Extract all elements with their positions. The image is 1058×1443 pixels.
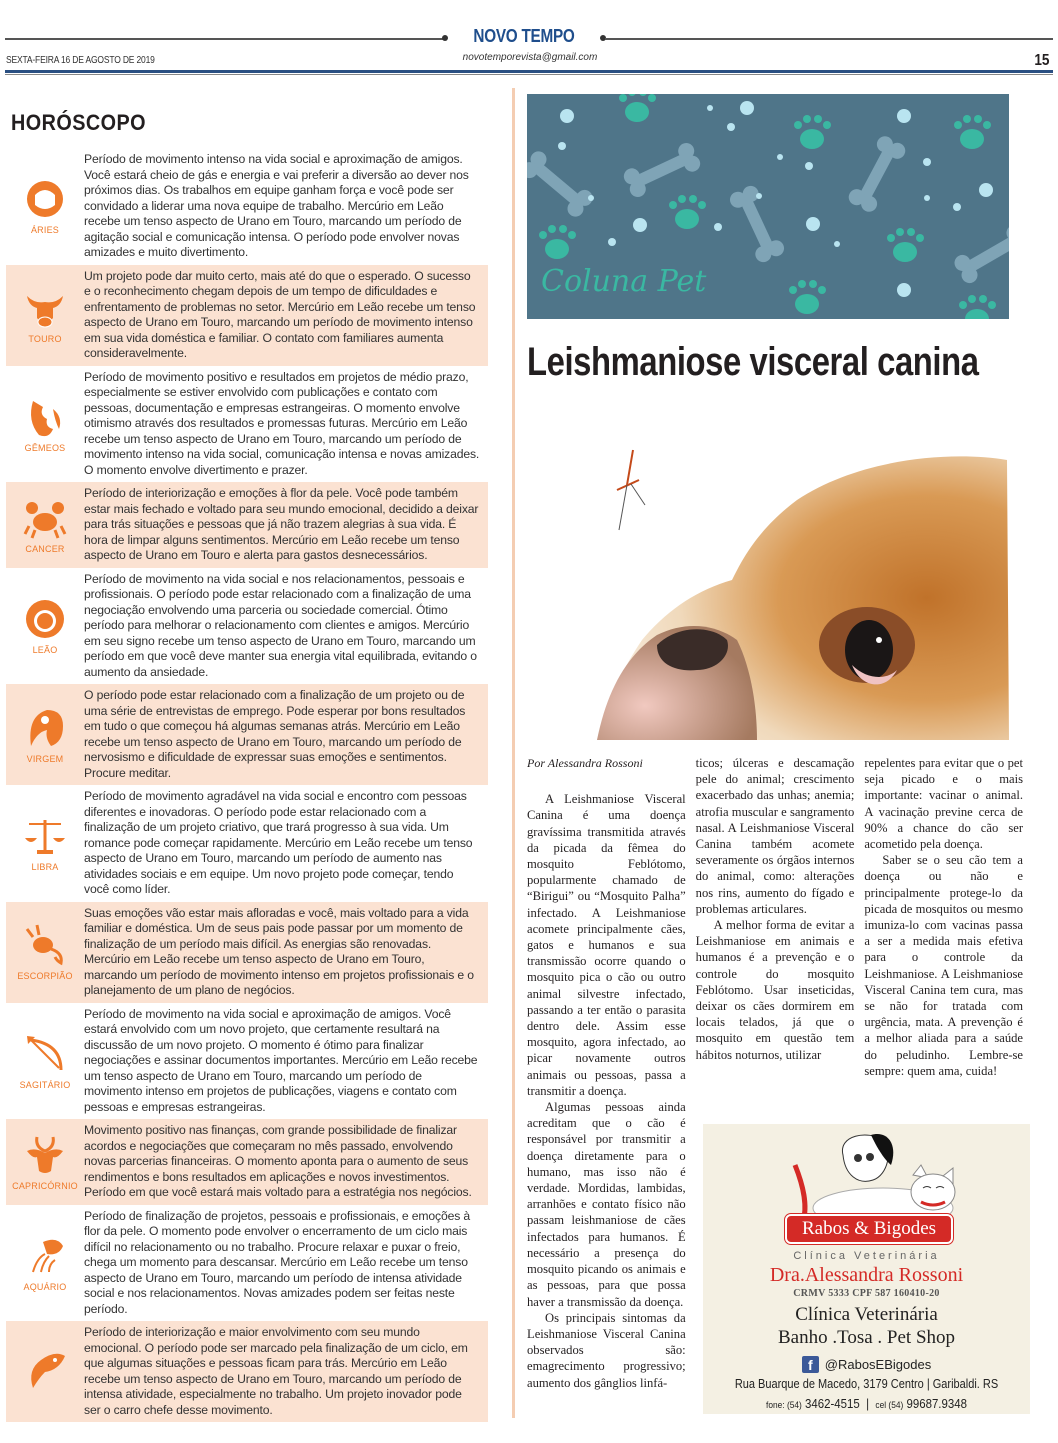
clinic-address: Rua Buarque de Macedo, 3179 Centro | Garibaldi. RS bbox=[734, 1377, 999, 1391]
sign-forecast: Período de movimento positivo e resultados em projetos de médio prazo, especialmente se estiver envolvido com publicações e contato com pessoas, documentação e empresas estrangeiras. O momento envolve otimismo através dos resultados e promessas futuras. Mercúrio em Leão recebe um tenso aspecto de Urano em Touro, marcando um período de movimento intenso na vida social, comunicação intensa e novas amizades. O momento envolve divertimento e prazer. bbox=[84, 369, 480, 477]
article-paragraph: repelentes para evitar que o pet seja picado e o mais importante: vacinar o animal. A vacinação previne cerca de 90% a chance do cão ser acometido pela doença. bbox=[864, 756, 1024, 852]
virgo-maiden-icon bbox=[23, 706, 67, 750]
horoscope-sign bbox=[6, 265, 488, 366]
sign-name: AQUÁRIO bbox=[23, 1281, 67, 1292]
contact-email: novotemporevista@gmail.com bbox=[462, 52, 598, 63]
clinic-phones: fone: (54) 3462-4515 | cel (54) 99687.9348 bbox=[766, 1396, 967, 1411]
sign-badge bbox=[6, 1348, 84, 1396]
coluna-pet-title: Coluna Pet bbox=[541, 264, 707, 299]
sign-forecast: Período de movimento na vida social e nos relacionamentos, pessoais e profissionais. O período pode estar relacionado com a finalização de uma negociação envolvendo uma parceria ou sociedade comercial. Ótimo período para melhorar o relacionamento com clientes e amigos. Mercúrio em seu signo recebe um tenso aspecto de Urano em Touro, marcando um período em que você deve manter sua energia vital equilibrada, evitando o aumento da ansiedade. bbox=[84, 571, 477, 679]
social-link[interactable] bbox=[703, 1356, 1030, 1373]
header-rule-thin bbox=[5, 74, 1053, 75]
sign-badge bbox=[6, 1234, 84, 1292]
cell-label: cel (54) bbox=[875, 1400, 904, 1411]
clinic-subtitle: Clínica Veterinária bbox=[793, 1250, 940, 1262]
gemini-faces-icon bbox=[23, 395, 67, 439]
article-paragraph: Os principais sintomas da Leishmaniose Visceral Canina observados são: emagrecimento progressivo; aumento dos gânglios linfá- bbox=[527, 1310, 686, 1390]
scorpio-scorpion-icon bbox=[23, 923, 67, 967]
sign-badge bbox=[6, 496, 84, 554]
sign-forecast: Período de finalização de projetos, pessoais e profissionais, e emoções à flor da pele. O momento pode envolver o encerramento de um ciclo mais difícil no relacionamento ou no trabalho. Procure relaxar e puxar o freio, chega um momento para descansar. Mercúrio em Leão recebe um tenso aspecto de Urano em Touro, marcando um período de intensa atividade social e nos relacionamentos. Novas amizades podem ser feitas neste período. bbox=[84, 1208, 471, 1316]
sign-forecast: Período de interiorização e emoções à flor da pele. Você pode também estar mais fechado e voltado para seu mundo emocional, decidido a deixar para trás situações e pessoas que já não trazem alegrias à sua vida. É hora de limpar alguns sentimentos. Mercúrio em Leão recebe um tenso aspecto de Urano em Touro e alerta para gastos desnecessários. bbox=[84, 486, 479, 562]
capricorn-goat-icon bbox=[23, 1133, 67, 1177]
article-paragraph: Saber se o seu cão tem a doença ou não e principalmente protege-lo da picada de mosquitos ou mesmo imuniza-lo com vacinas passa a ser a medida mais efetiva para o controle da Leishmaniose. A Leishmaniose Visceral Canina tem cura, mas se não for tratada com urgência, mata. A prevenção é a melhor aliada para a saúde do peludinho. Lembre-se sempre: quem ama, cuida! bbox=[864, 853, 1024, 1078]
article-paragraph: ticos; úlceras e descamação pele do animal; crescimento exacerbado das unhas; anemia; atrofia muscular e sangramento nasal. A Leishmaniose Visceral Canina também acomete severamente os órgãos internos do animal, como: alterações nos rins, aumento do fígado e problemas articulares. bbox=[695, 756, 855, 916]
service-line-2: Banho .Tosa . Pet Shop bbox=[777, 1327, 956, 1348]
cell-number: 99687.9348 bbox=[906, 1396, 967, 1411]
doctor-registration: CRMV 5333 CPF 587 160410-20 bbox=[793, 1288, 940, 1299]
sign-name: LIBRA bbox=[31, 862, 59, 873]
sign-forecast: Período de movimento na vida social e aproximação de amigos. Você estará envolvido com um novo projeto, que certamente resultará na discussão de um novo projeto. O momento é ótimo para finalizar negociações e assinar documentos importantes. Mercúrio em Leão recebe um tenso aspecto de Urano em Touro, marcando um período de movimento intenso em projetos de publicações, viagens e contato com pessoas e empresas estrangeiras. bbox=[84, 1006, 478, 1114]
cancer-crab-icon bbox=[23, 496, 67, 540]
article-paragraph: A melhor forma de evitar a Leishmaniose em animais e humanos é a prevenção e o controle do mosquito Feblótomo. Usar inseticidas, deixar os cães dormirem em locais telados, já que o mosquito em questão tem hábitos noturnos, utilizar bbox=[695, 918, 855, 1062]
horoscope-list bbox=[6, 148, 488, 1422]
libra-scales-icon bbox=[23, 814, 67, 858]
clinic-brand: Rabos & Bigodes bbox=[785, 1214, 953, 1244]
horoscope-sign bbox=[6, 1321, 488, 1422]
sign-name: ÁRIES bbox=[30, 225, 59, 236]
masthead-rule-left bbox=[5, 38, 443, 40]
doctor-name: Dra.Alessandra Rossoni bbox=[769, 1264, 964, 1286]
sign-badge bbox=[6, 286, 84, 344]
article-paragraph: A Leishmaniose Visceral Canina é uma doença gravíssima transmitida através da picada da fêmea do mosquito Feblótomo, popularmente chamado de “Birigui” ou “Mosquito Palha” infectado. A Leishmaniose acomete principalmente cães, gatos e humanos e sua transmissão ocorre quando o mosquito pica o cão ou outro animal silvestre infectado, passando a ter então o parasita dentro dele. Assim esse mosquito, agora infectado, ao picar novamente outros animais ou pessoas, passa a transmitir a doença. bbox=[527, 792, 686, 1098]
coluna-pet-banner bbox=[527, 94, 1009, 319]
taurus-bull-icon bbox=[23, 286, 67, 330]
sign-badge bbox=[6, 395, 84, 453]
sign-name: SAGITÁRIO bbox=[19, 1079, 71, 1090]
social-handle: @RabosEBigodes bbox=[824, 1357, 932, 1372]
masthead-dot-left bbox=[442, 35, 448, 41]
sign-badge bbox=[6, 923, 84, 981]
horoscope-sign bbox=[6, 1205, 488, 1322]
sign-forecast: Período de movimento agradável na vida social e encontro com pessoas diferentes e inovadoras. O período pode estar relacionado com a finalização de um projeto criativo, que trará progresso à sua vida. Um romance pode começar rapidamente. Mercúrio em Leão recebe um tenso aspecto de Urano em Touro, marcando um período de aumento nas atividades sociais e em equipe. Um novo projeto pode começar, tendo você como líder. bbox=[84, 789, 473, 896]
page-number: 15 bbox=[1034, 52, 1050, 69]
sign-forecast: Suas emoções vão estar mais afloradas e você, mais voltado para a vida familiar e doméstica. Um de seus pais pode passar por um momento de finalização de um período mais difícil. As energias são renovadas. Mercúrio em Leão recebe um tenso aspecto de Urano em Touro, marcando um período de movimento intenso em projetos profissionais e o planejamento de um plano de negócios. bbox=[84, 905, 474, 997]
sign-name: ESCORPIÃO bbox=[17, 971, 73, 981]
sign-forecast: Período de movimento intenso na vida social e aproximação de amigos. Você estará cheio de gás e energia e vai preferir a diversão ao dever nos próximos dias. Os trabalhos em equipe ganham força e você pode ser convidado a liderar uma nova equipe de trabalho. Mercúrio em Leão recebe um tenso aspecto de Urano em Touro, marcando um período de agitação social e comunicação intensa. O período pode envolver novas amizades e muito divertimento. bbox=[84, 152, 469, 259]
pisces-fish-icon bbox=[23, 1348, 67, 1392]
sign-forecast: O período pode estar relacionado com a finalização de um projeto ou de uma série de entrevistas de emprego. Pode esperar por bons resultados em tudo o que começou há algumas semanas atrás. Mercúrio em Leão recebe um tenso aspecto de Urano em Touro, marcando um período de nervosismo e dificuldade de expressar suas emoções e sentimentos. Procure meditar. bbox=[84, 688, 466, 780]
aries-ram-icon bbox=[23, 177, 67, 221]
issue-date: SEXTA-FEIRA 16 DE AGOSTO DE 2019 bbox=[6, 55, 155, 66]
bulldog-illustration bbox=[527, 440, 1009, 740]
sign-badge bbox=[6, 1032, 84, 1090]
sign-badge bbox=[6, 597, 84, 655]
sign-name: LEÃO bbox=[32, 644, 58, 655]
horoscope-sign bbox=[6, 148, 488, 265]
article-headline: Leishmaniose visceral canina bbox=[527, 340, 979, 384]
article-column-1 bbox=[527, 755, 686, 1391]
sign-badge bbox=[6, 177, 84, 235]
sign-name: CANCER bbox=[25, 543, 65, 554]
facebook-icon: f bbox=[802, 1356, 819, 1373]
horoscope-sign bbox=[6, 684, 488, 785]
sign-forecast: Período de interiorização e maior envolvimento com seu mundo emocional. O período pode ser marcado pela finalização de um ciclo, em que algumas situações e pessoas ficam para trás. Mercúrio em Leão recebe um tenso aspecto de Urano em Touro, marcando um período de intensa atividade, especialmente no trabalho. Um projeto inovador pode ser o carro chefe desse movimento. bbox=[84, 1325, 468, 1417]
horoscope-title: HORÓSCOPO bbox=[11, 110, 146, 135]
vet-clinic-ad bbox=[703, 1124, 1030, 1414]
sign-name: TOURO bbox=[28, 334, 62, 344]
publication-name: NOVO TEMPO bbox=[473, 26, 575, 46]
phone-number: 3462-4515 bbox=[805, 1396, 860, 1411]
leo-lion-icon bbox=[23, 597, 67, 641]
horoscope-sign bbox=[6, 366, 488, 483]
horoscope-sign bbox=[6, 785, 488, 902]
sign-badge bbox=[6, 814, 84, 872]
sign-name: GÊMEOS bbox=[24, 442, 66, 453]
horoscope-sign bbox=[6, 1119, 488, 1205]
column-divider bbox=[512, 88, 515, 1418]
article-byline: Por Alessandra Rossoni bbox=[527, 756, 643, 770]
horoscope-sign bbox=[6, 482, 488, 568]
horoscope-sign bbox=[6, 568, 488, 685]
phone-label: fone: (54) bbox=[766, 1400, 802, 1411]
sign-forecast: Movimento positivo nas finanças, com grande possibilidade de finalizar acordos e negociações que começaram no mês passado, envolvendo novas parcerias financeiras. O momento aponta para o aumento de seus rendimentos e bons resultados em aplicações e novos investimentos. Período em que você estará mais voltado para a estratégia nos negócios. bbox=[84, 1123, 472, 1199]
sign-name: CAPRICÓRNIO bbox=[12, 1180, 78, 1191]
article-paragraph: Algumas pessoas ainda acreditam que o cão é responsável por transmitir a doença diretamente para o humano, mas isso não é verdade. Mordidas, lambidas, arranhões e contato físico não passam leishmaniose de cães infectados para humanos. É necessário a presença do mosquito picando os animais e as pessoas, para que possa haver a transmissão da doença. bbox=[527, 1100, 686, 1309]
aquarius-creature-icon bbox=[23, 1234, 67, 1278]
sign-badge bbox=[6, 706, 84, 764]
sagittarius-bow-icon bbox=[23, 1032, 67, 1076]
horoscope-sign bbox=[6, 1003, 488, 1120]
sign-badge bbox=[6, 1133, 84, 1191]
service-line-1: Clínica Veterinária bbox=[795, 1304, 938, 1325]
masthead-rule-right bbox=[605, 38, 1053, 40]
horoscope-sign bbox=[6, 902, 488, 1003]
sign-name: VIRGEM bbox=[26, 753, 64, 764]
mosquito-icon bbox=[617, 450, 645, 530]
sign-forecast: Um projeto pode dar muito certo, mais até do que o esperado. O sucesso e o reconhecimento chegam depois de um tempo de dificuldades e enfrentamento de problemas no setor. Mercúrio em Leão recebe um tenso aspecto de Urano em Touro, marcando um período de movimento intenso em sua vida doméstica e familiar. O contato com familiares aumenta consideravelmente. bbox=[84, 268, 476, 360]
dog-mosquito-photo bbox=[527, 440, 1009, 740]
header-rule bbox=[5, 70, 1053, 73]
